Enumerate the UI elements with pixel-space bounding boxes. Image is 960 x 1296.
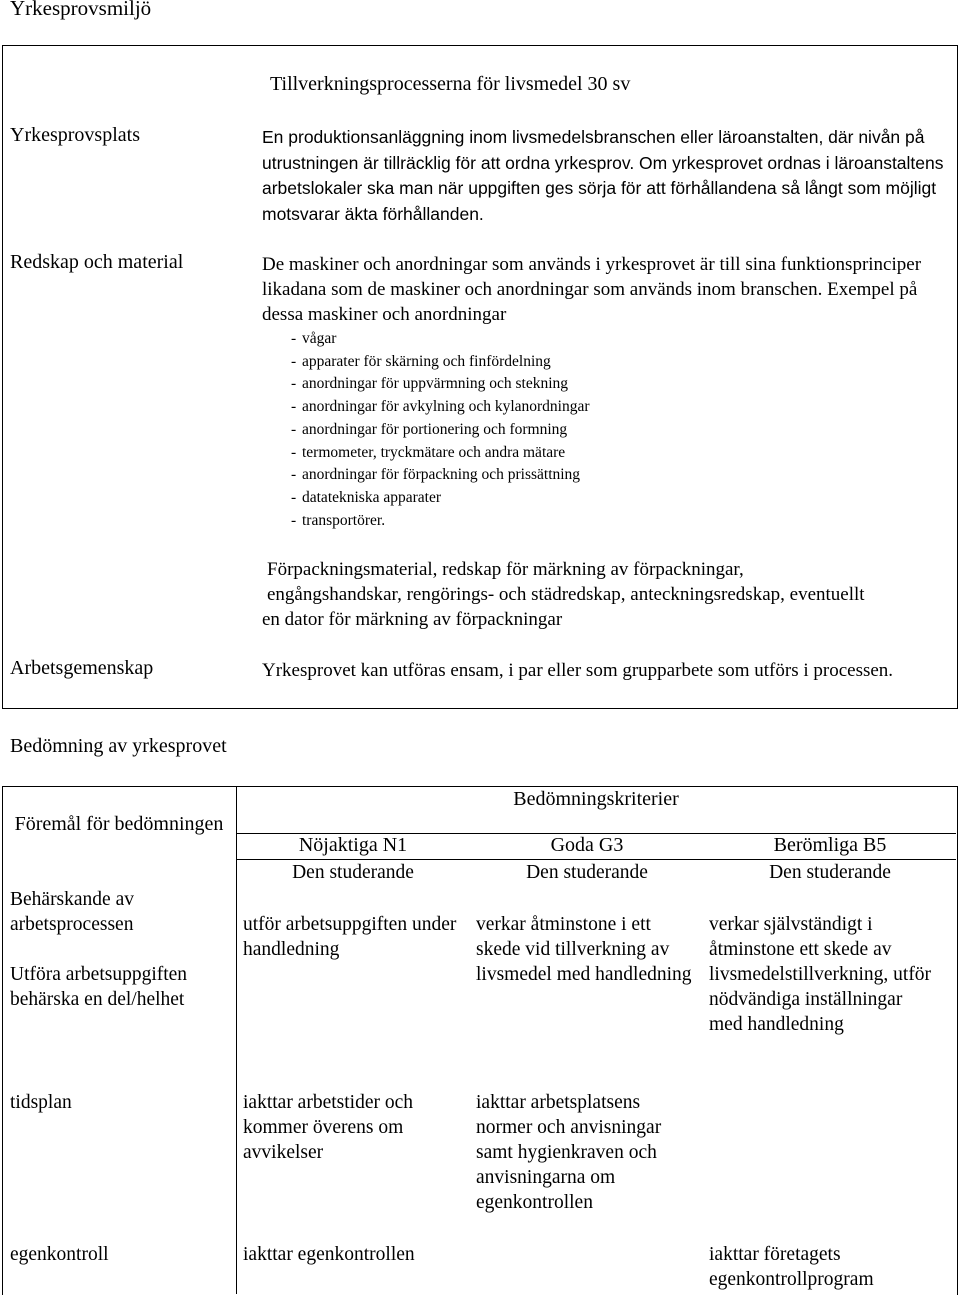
list-item-text: termometer, tryckmätare och andra mätare — [302, 443, 566, 461]
level-b5-sub: Den studerande — [769, 862, 891, 883]
criterion-g3-row-2: iakttar arbetsplatsens normer och anvisningar samt hygienkraven och anvisningarna om egenkontrollen — [476, 1092, 662, 1213]
target-row-3: egenkontroll — [10, 1244, 109, 1265]
list-item-text: vågar — [302, 330, 337, 347]
list-dash: - — [291, 443, 297, 461]
list-item-text: anordningar för portionering och formning — [302, 420, 568, 438]
list-dash: - — [291, 330, 297, 347]
level-b5: Berömliga B5 — [773, 834, 887, 856]
text-yrkesprovsplats: En produktionsanläggning inom livsmedelsbranschen eller läroanstalten, där nivån på utrustningen är tillräcklig för att ordna yrkesprov. Om yrkesprovet ordnas i läroanstaltens arbetslokaler ska man när uppgiften ges sörja för att förhållandena så långt som möjligt motsvarar äkta förhållanden. — [262, 127, 944, 224]
label-yrkesprovsplats: Yrkesprovsplats — [10, 124, 140, 146]
list-item — [262, 487, 952, 510]
packaging-line-3: en dator för märkning av förpackningar — [262, 609, 563, 630]
list-item-text: anordningar för uppvärmning och stekning — [302, 375, 569, 393]
target-row-2: tidsplan — [10, 1092, 72, 1113]
list-item — [262, 419, 952, 442]
list-item — [262, 442, 952, 465]
level-g3-sub: Den studerande — [526, 862, 648, 883]
environment-title: Tillverkningsprocesserna för livsmedel 30 sv — [270, 73, 631, 95]
list-dash: - — [291, 398, 297, 416]
level-n1-sub: Den studerande — [292, 862, 414, 883]
list-item — [262, 464, 952, 487]
list-dash: - — [291, 352, 297, 370]
criterion-n1-row-3: iakttar egenkontrollen — [243, 1244, 415, 1265]
object-header: Föremål för bedömningen — [14, 813, 224, 835]
page-title: Yrkesprovsmiljö — [10, 0, 152, 20]
label-redskap-och-material: Redskap och material — [10, 251, 184, 273]
list-dash: - — [291, 488, 297, 506]
list-dash: - — [291, 420, 297, 438]
list-item-text: apparater för skärning och finfördelning — [302, 352, 551, 370]
list-item — [262, 396, 952, 419]
target-row-1: Utföra arbetsuppgiften behärska en del/helhet — [10, 964, 188, 1010]
text-redskap-och-material: De maskiner och anordningar som används i yrkesprovet är till sina funktionsprinciper likadana som de maskiner och anordningar som används inom branschen. Exempel på dessa maskiner och anordningar — [262, 254, 922, 325]
level-n1: Nöjaktiga N1 — [298, 834, 408, 856]
criterion-b5-row-1: verkar självständigt i åtminstone ett skede av livsmedelstillverkning, utför nödvändiga inställningar med handledning — [709, 914, 932, 1035]
list-dash: - — [291, 466, 297, 484]
packaging-line-2: engångshandskar, rengörings- och städredskap, anteckningsredskap, eventuellt — [267, 584, 865, 605]
list-item-text: anordningar för förpackning och prissättning — [302, 466, 581, 484]
list-item-text: anordningar för avkylning och kylanordningar — [302, 398, 590, 416]
assessment-heading: Bedömning av yrkesprovet — [10, 735, 227, 757]
list-dash: - — [291, 375, 297, 393]
criteria-title: Bedömningskriterier — [513, 788, 679, 810]
criterion-n1-row-2: iakttar arbetstider och kommer överens om avvikelser — [243, 1092, 414, 1163]
criterion-g3-row-1: verkar åtminstone i ett skede vid tillverkning av livsmedel med handledning — [476, 914, 692, 985]
list-item — [262, 351, 952, 374]
list-item-text: datatekniska apparater — [302, 488, 441, 506]
list-item — [262, 373, 952, 396]
section-label: Behärskande av arbetsprocessen — [10, 889, 134, 935]
equipment-list — [262, 328, 952, 532]
list-item — [262, 510, 952, 533]
packaging-line-1: Förpackningsmaterial, redskap för märkning av förpackningar, — [267, 559, 744, 580]
criterion-b5-row-3: iakttar företagets egenkontrollprogram — [709, 1244, 874, 1290]
list-item — [262, 328, 952, 351]
text-arbetsgemenskap: Yrkesprovet kan utföras ensam, i par eller som grupparbete som utförs i processen. — [262, 660, 894, 681]
label-arbetsgemenskap: Arbetsgemenskap — [10, 657, 154, 679]
list-item-text: transportörer. — [302, 511, 386, 529]
criterion-n1-row-1: utför arbetsuppgiften under handledning — [243, 914, 457, 960]
level-g3: Goda G3 — [550, 834, 624, 856]
list-dash: - — [291, 511, 297, 529]
